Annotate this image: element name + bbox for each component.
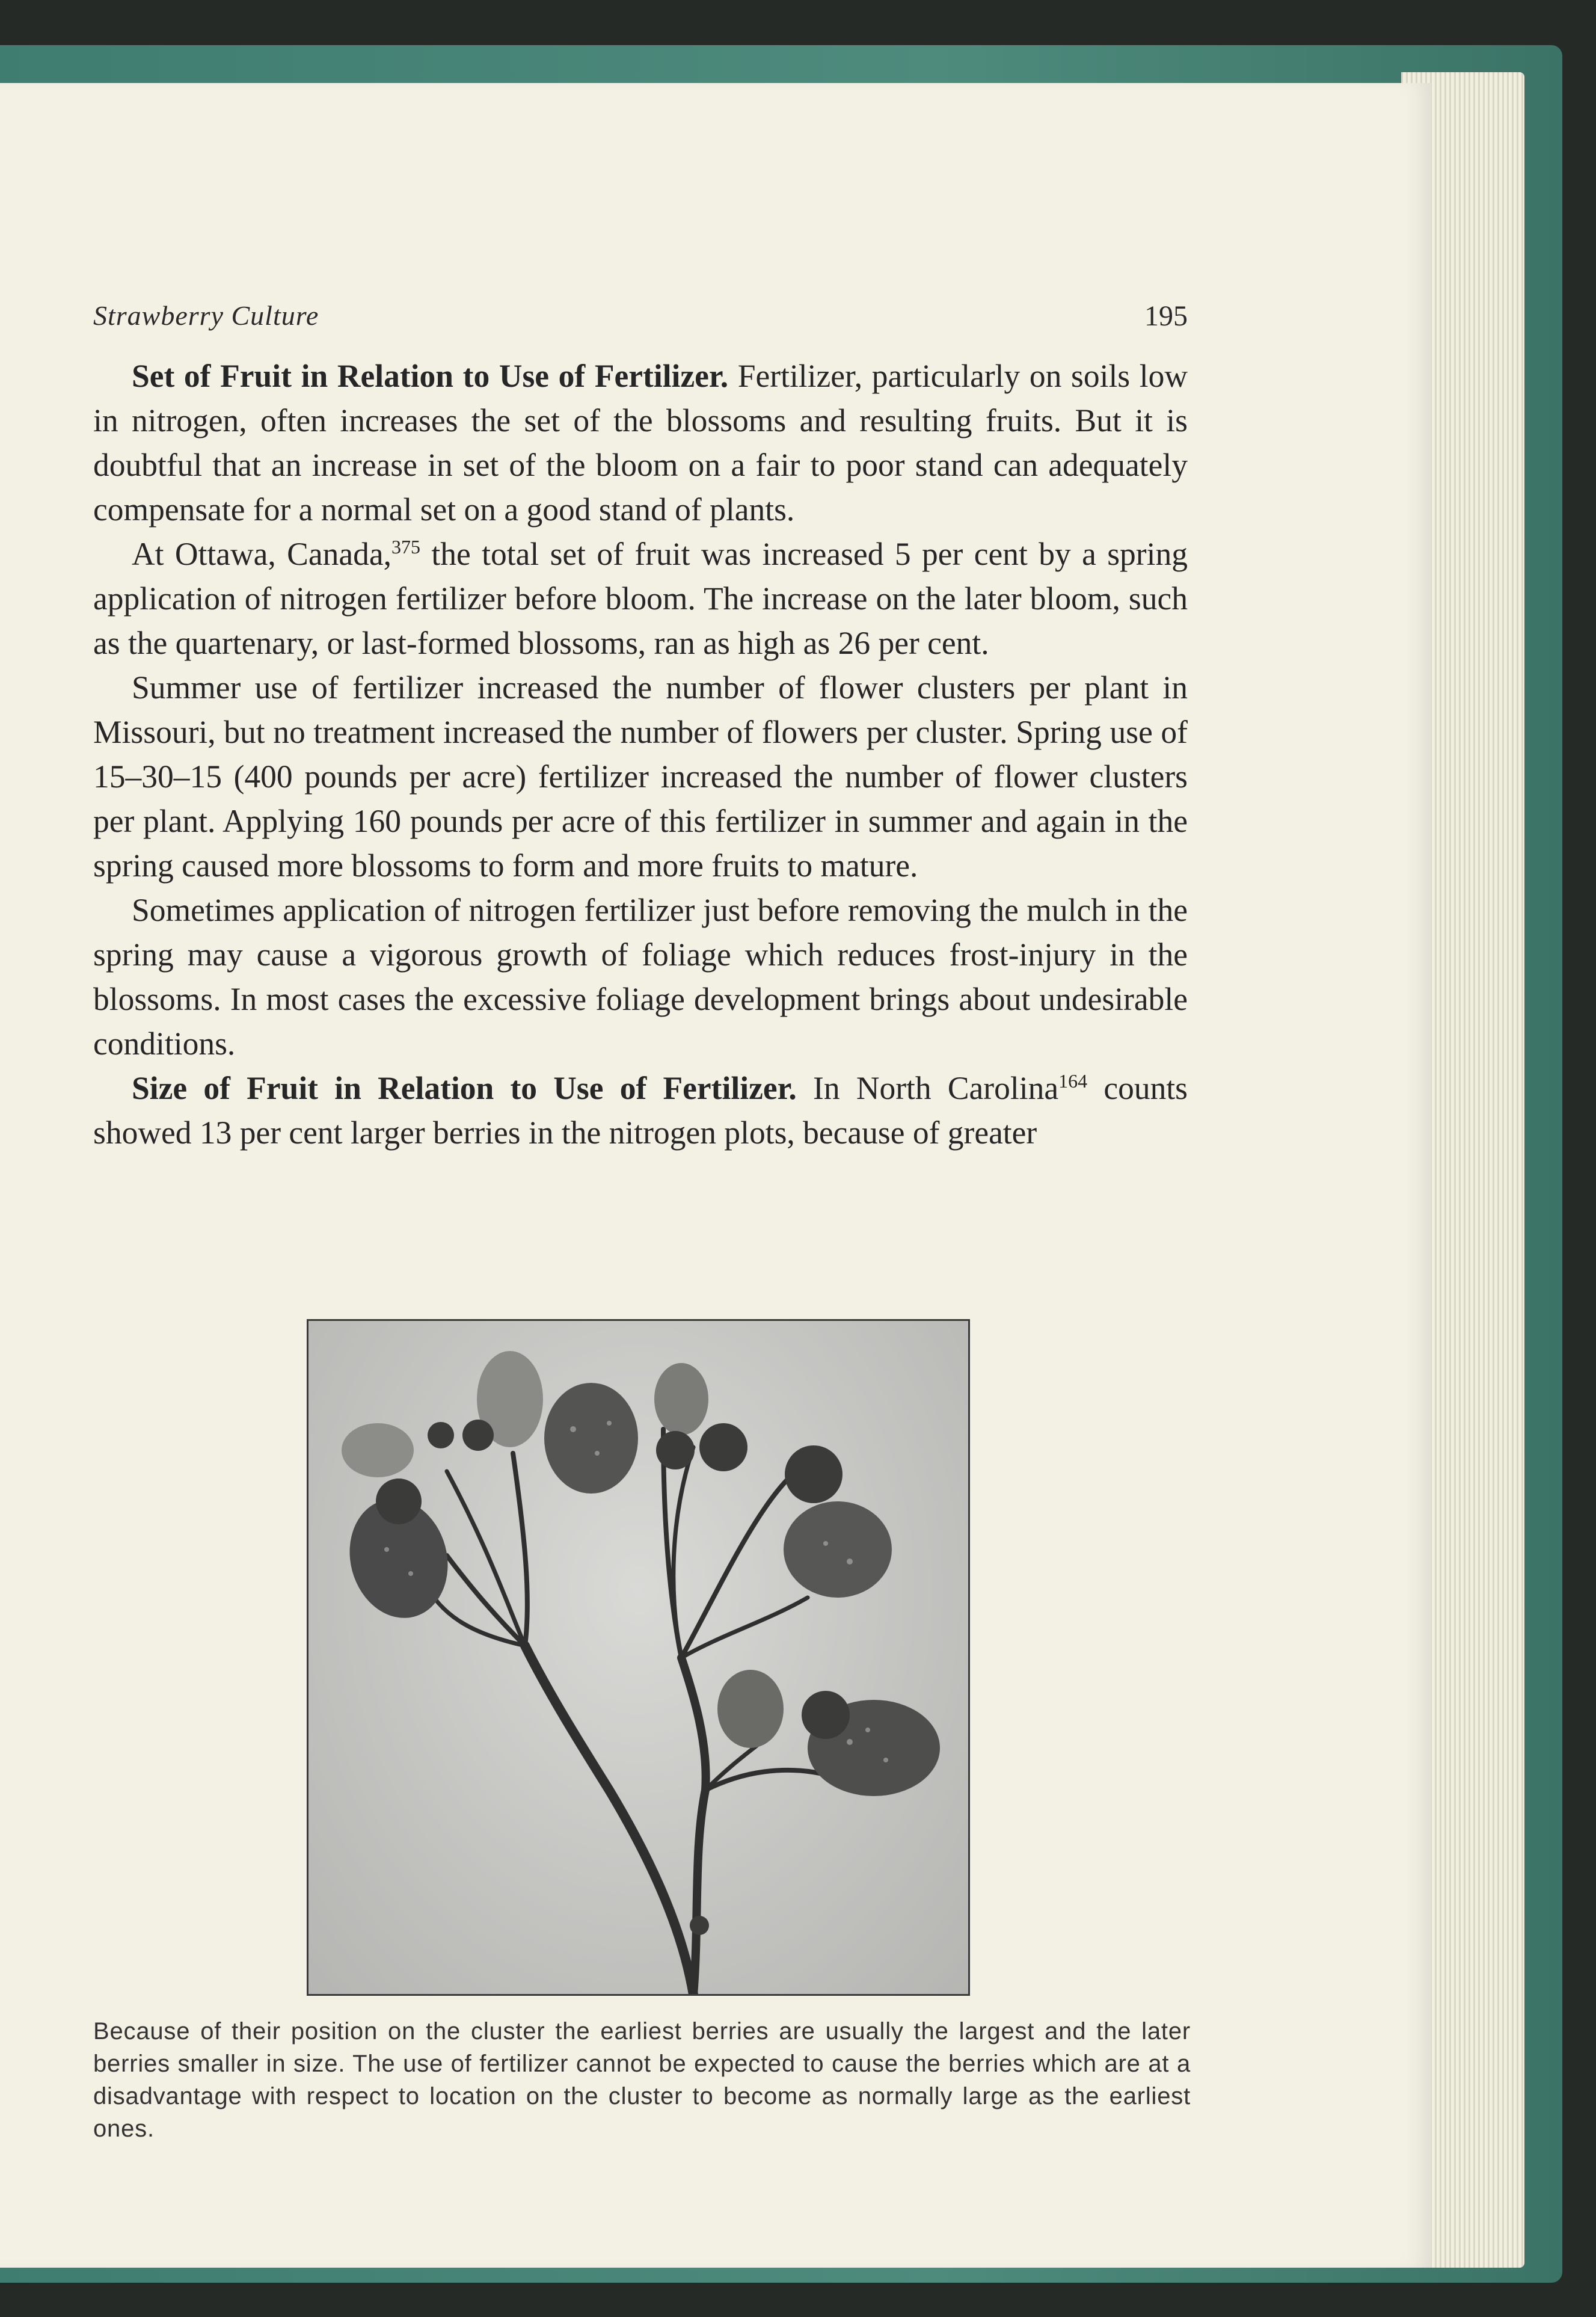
running-title: Strawberry Culture: [93, 300, 319, 331]
figure-caption: Because of their position on the cluster the earliest berries are usually the largest and the later berries smaller in size. The use of fertilizer cannot be expected to cause the berries which are at a disadvantage with respect to location on the cluster to become as normally large as the earliest ones.: [93, 2018, 1191, 2142]
paragraph: [93, 888, 1188, 1066]
paragraph-text: Fertilizer, particularly on soils low in nitrogen, often increases the set of the blossoms and resulting fruits. But it is doubtful that an increase in set of the bloom on a fair to poor stand can adequately compensate for a normal set on a good stand of plants.: [93, 358, 1188, 528]
section-heading: Size of Fruit in Relation to Use of Fertilizer.: [132, 1070, 797, 1106]
paragraph-text: At Ottawa, Canada,: [132, 536, 391, 572]
paragraph-text: Summer use of fertilizer increased the number of flower clusters per plant in Missouri, but no treatment increased the number of flowers per cluster. Spring use of 15–30–15 (400 pounds per acre) fertilizer increased the number of flower clusters per plant. Applying 160 pounds per acre of this fertilizer in summer and again in the spring caused more blossoms to form and more fruits to mature.: [93, 669, 1188, 884]
paragraph: [93, 1066, 1188, 1155]
reference-number: 375: [391, 536, 420, 558]
paragraph-text: In North Carolina: [796, 1070, 1059, 1106]
body-text: [93, 354, 1188, 1155]
book-page: [0, 83, 1431, 2268]
paragraph-text: counts showed 13 per cent larger berries in the nitrogen plots, because of greater: [93, 1070, 1188, 1151]
running-head: [93, 300, 1188, 342]
section-heading: Set of Fruit in Relation to Use of Fertilizer.: [132, 358, 729, 394]
paragraph: [93, 354, 1188, 532]
strawberry-cluster-photo: [307, 1319, 970, 1996]
strawberry-cluster-illustration: [308, 1321, 970, 1996]
paragraph-text: the total set of fruit was increased 5 per cent by a spring application of nitrogen fertilizer before bloom. The increase on the later bloom, such as the quartenary, or last-formed blossoms, ran as high as 26 per cent.: [93, 536, 1188, 661]
reference-number: 164: [1058, 1070, 1088, 1092]
paragraph: [93, 665, 1188, 888]
page-number: 195: [1144, 300, 1188, 332]
paragraph: [93, 532, 1188, 665]
paragraph-text: Sometimes application of nitrogen fertilizer just before removing the mulch in the spring may cause a vigorous growth of foliage which reduces frost-injury in the blossoms. In most cases the excessive foliage development brings about undesirable conditions.: [93, 892, 1188, 1062]
